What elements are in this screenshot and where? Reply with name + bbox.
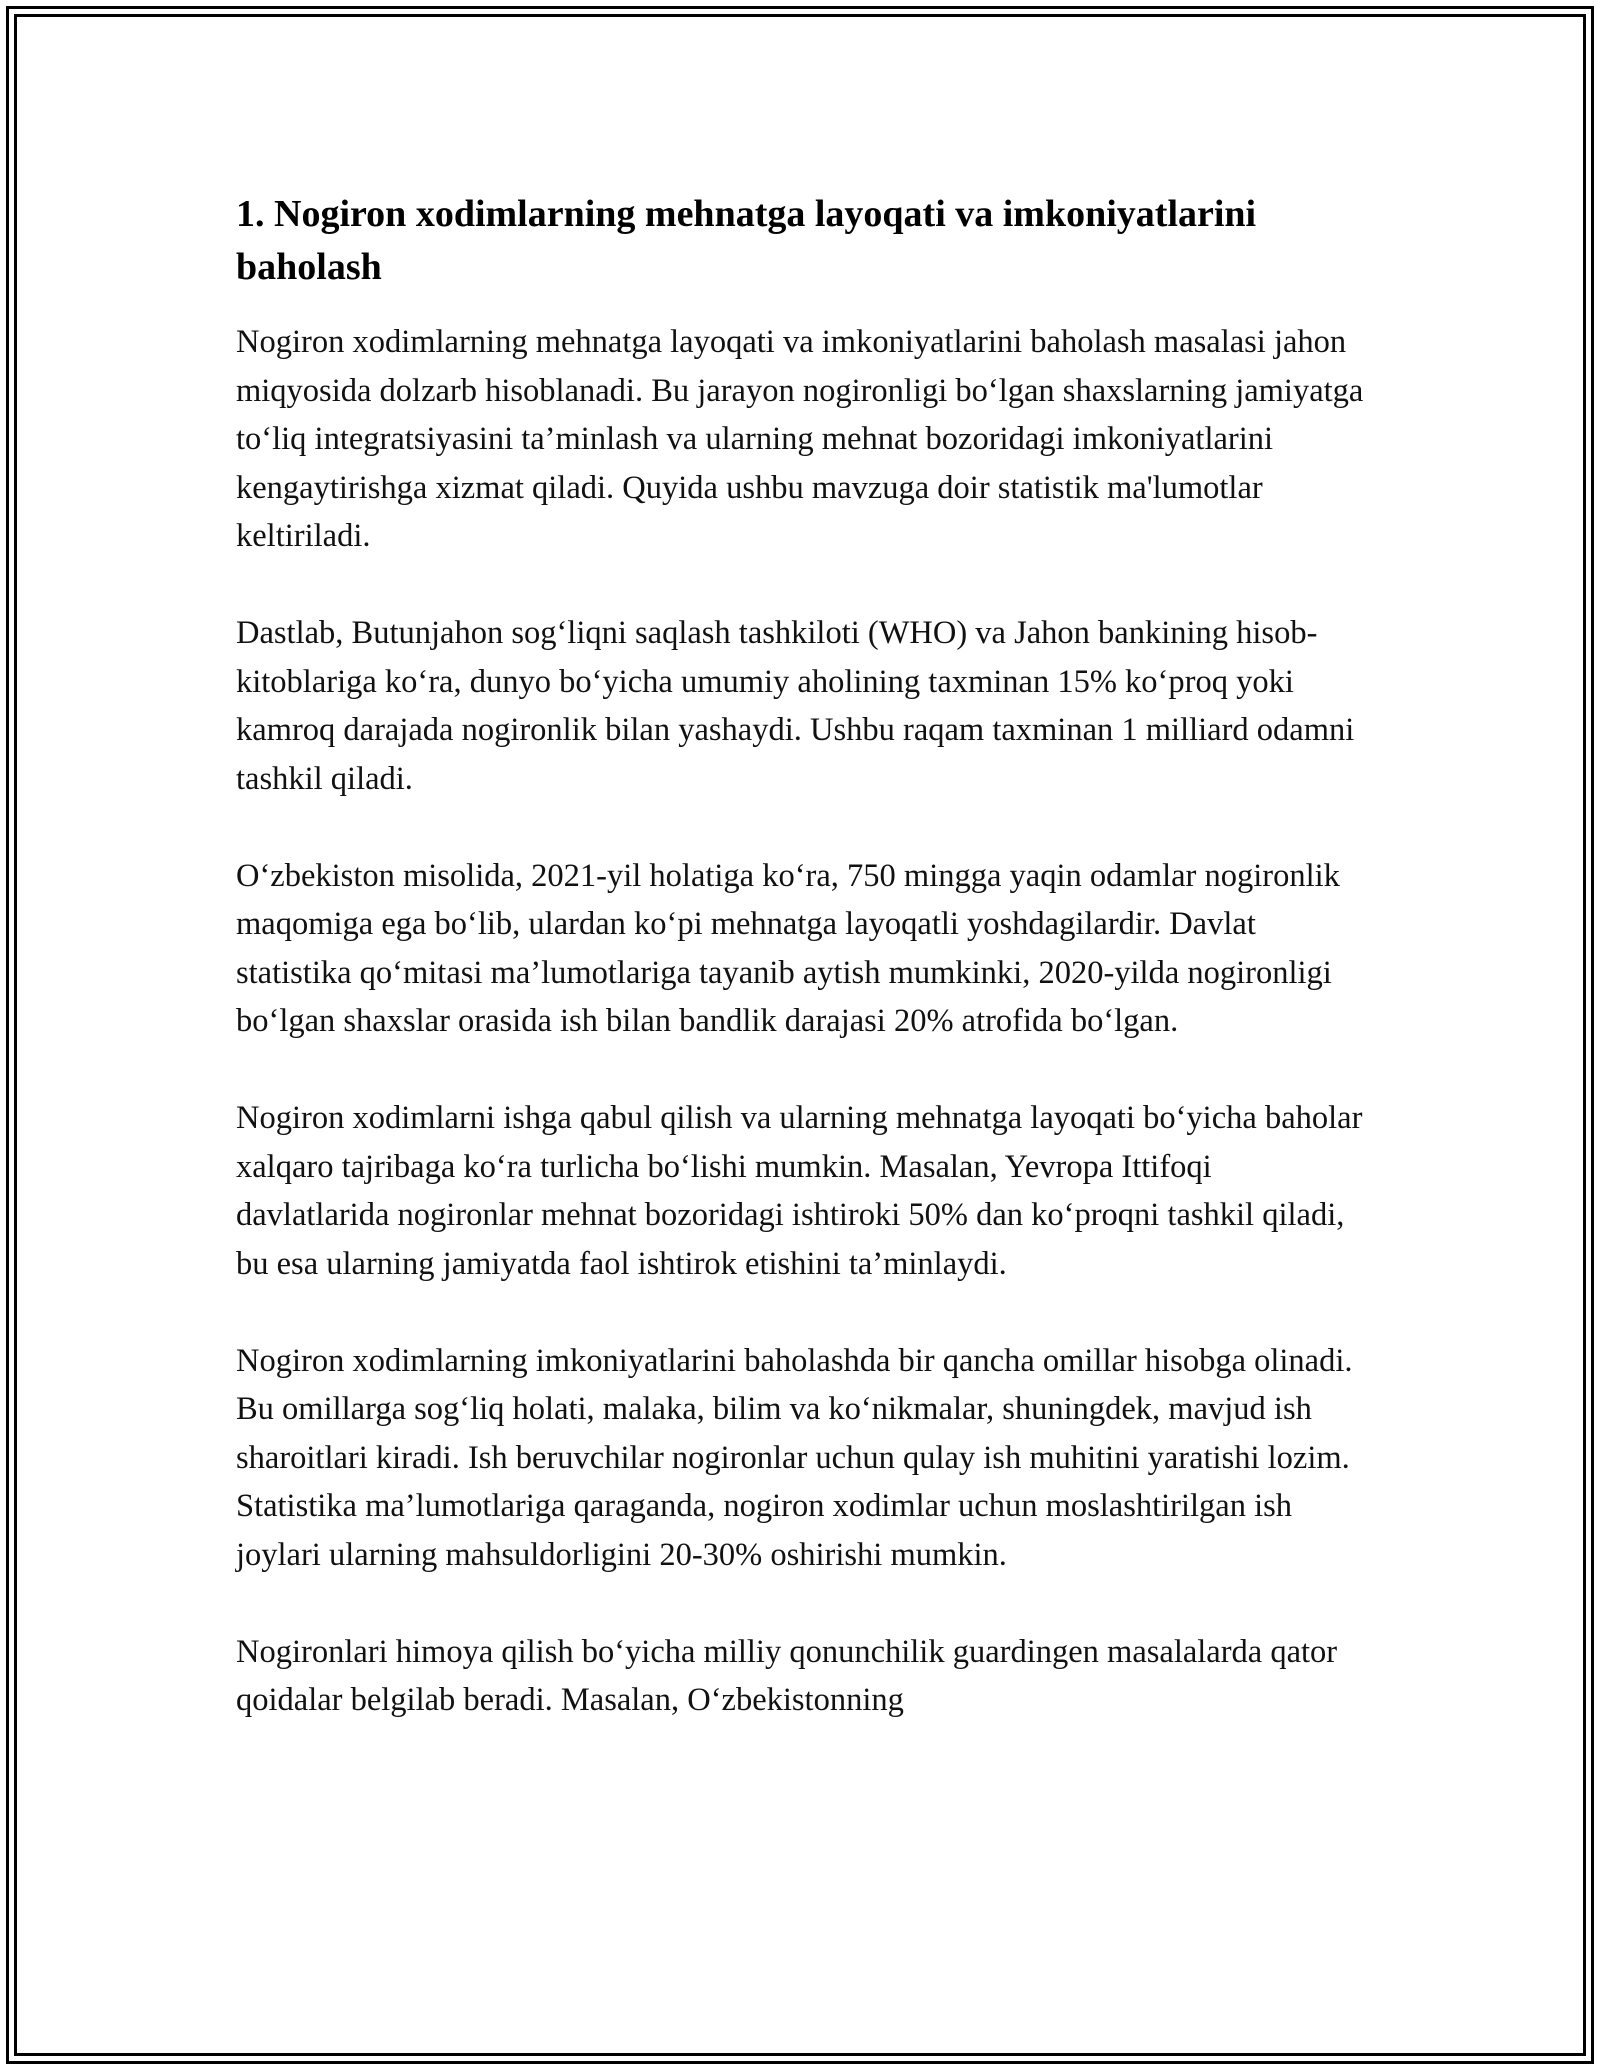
section-heading: 1. Nogiron xodimlarning mehnatga layoqati va imkoniyatlarini baholash: [236, 193, 1257, 288]
paragraph-assessment-factors: Nogiron xodimlarning imkoniyatlarini baholashda bir qancha omillar hisobga olinadi. Bu omillarga sogʻliq holati, malaka, bilim va koʻnikmalar, shuningdek, mavjud ish sharoitlari kiradi. Ish beruvchilar nogironlar uchun qulay ish muhitini yaratishi lozim. Statistika ma’lumotlariga qaraganda, nogiron xodimlar uchun moslashtirilgan ish joylari ularning mahsuldorligini 20-30% oshirishi mumkin.: [236, 1342, 1353, 1573]
paragraph-international-practice: Nogiron xodimlarni ishga qabul qilish va ularning mehnatga layoqati boʻyicha baholar xalqaro tajribaga koʻra turlicha boʻlishi mumkin. Masalan, Yevropa Ittifoqi davlatlarida nogironlar mehnat bozoridagi ishtiroki 50% dan koʻproqni tashkil qiladi, bu esa ularning jamiyatda faol ishtirok etishini ta’minlaydi.: [236, 1100, 1363, 1282]
paragraph-legislation: Nogironlari himoya qilish boʻyicha milliy qonunchilik guardingen masalalarda qator qoidalar belgilab beradi. Masalan, Oʻzbekistonning: [236, 1633, 1338, 1718]
document-body: [236, 188, 1366, 1773]
paragraph-world-statistics: Dastlab, Butunjahon sogʻliqni saqlash tashkiloti (WHO) va Jahon bankining hisob-kitoblariga koʻra, dunyo boʻyicha umumiy aholining taxminan 15% koʻproq yoki kamroq darajada nogironlik bilan yashaydi. Ushbu raqam taxminan 1 milliard odamni tashkil qiladi.: [236, 615, 1355, 797]
paragraph-intro: Nogiron xodimlarning mehnatga layoqati va imkoniyatlarini baholash masalasi jahon miqyosida dolzarb hisoblanadi. Bu jarayon nogironligi boʻlgan shaxslarning jamiyatga toʻliq integratsiyasini ta’minlash va ularning mehnat bozoridagi imkoniyatlarini kengaytirishga xizmat qiladi. Quyida ushbu mavzuga doir statistik ma'lumotlar keltiriladi.: [236, 324, 1364, 554]
paragraph-uzbekistan-statistics: Oʻzbekiston misolida, 2021-yil holatiga koʻra, 750 mingga yaqin odamlar nogironlik maqomiga ega boʻlib, ulardan koʻpi mehnatga layoqatli yoshdagilardir. Davlat statistika qoʻmitasi ma’lumotlariga tayanib aytish mumkinki, 2020-yilda nogironligi boʻlgan shaxslar orasida ish bilan bandlik darajasi 20% atrofida boʻlgan.: [236, 857, 1340, 1039]
